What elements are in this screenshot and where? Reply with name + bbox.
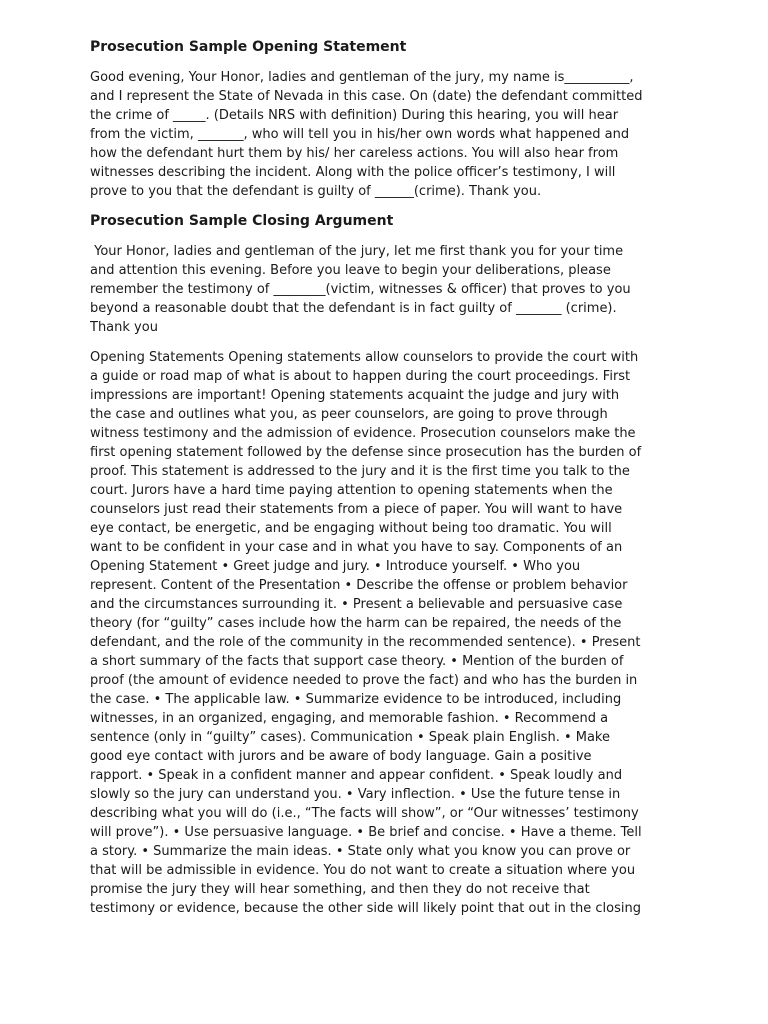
text-line: eye contact, be energetic, and be engaging without being too dramatic. You will xyxy=(90,521,612,536)
text-line: prove to you that the defendant is guilty of ______(crime). Thank you. xyxy=(90,184,542,199)
text-line: witness testimony and the admission of evidence. Prosecution counselors make the xyxy=(90,426,636,441)
text-line: a story. • Summarize the main ideas. • State only what you know you can prove or xyxy=(90,844,631,859)
text-line: Your Honor, ladies and gentleman of the jury, let me first thank you for your time xyxy=(90,244,624,259)
text-line: want to be confident in your case and in what you have to say. Components of an xyxy=(90,540,623,555)
text-line: remember the testimony of ________(victim, witnesses & officer) that proves to you xyxy=(90,282,631,297)
text-line: represent. Content of the Presentation • Describe the offense or problem behavior xyxy=(90,578,628,593)
text-line: and attention this evening. Before you leave to begin your deliberations, please xyxy=(90,263,611,278)
text-line: first opening statement followed by the defense since prosecution has the burden of xyxy=(90,445,642,460)
text-line: theory (for “guilty” cases include how the harm can be repaired, the needs of the xyxy=(90,616,622,631)
text-line: Opening Statement • Greet judge and jury. • Introduce yourself. • Who you xyxy=(90,559,581,574)
text-line: Thank you xyxy=(90,320,158,335)
text-line: slowly so the jury can understand you. • Vary inflection. • Use the future tense in xyxy=(90,787,621,802)
text-line: counselors just read their statements from a piece of paper. You will want to have xyxy=(90,502,623,517)
text-line: proof (the amount of evidence needed to prove the fact) and who has the burden in xyxy=(90,673,638,688)
text-line: rapport. • Speak in a confident manner and appear confident. • Speak loudly and xyxy=(90,768,623,783)
text-line: Good evening, Your Honor, ladies and gentleman of the jury, my name is__________, xyxy=(90,70,634,85)
text-line: describing what you will do (i.e., “The facts will show”, or “Our witnesses’ testimony xyxy=(90,806,639,821)
text-line: a short summary of the facts that support case theory. • Mention of the burden of xyxy=(90,654,624,669)
text-line: testimony or evidence, because the other side will likely point that out in the closing xyxy=(90,901,642,916)
text-line: promise the jury they will hear something, and then they do not receive that xyxy=(90,882,590,897)
document-page xyxy=(90,38,690,929)
text-line: witnesses, in an organized, engaging, and memorable fashion. • Recommend a xyxy=(90,711,609,726)
text-line: court. Jurors have a hard time paying attention to opening statements when the xyxy=(90,483,613,498)
text-line: that will be admissible in evidence. You do not want to create a situation where you xyxy=(90,863,636,878)
text-line: will prove”). • Use persuasive language. • Be brief and concise. • Have a theme. Tell xyxy=(90,825,642,840)
text-line: and I represent the State of Nevada in this case. On (date) the defendant committed xyxy=(90,89,643,104)
text-line: a guide or road map of what is about to happen during the court proceedings. First xyxy=(90,369,631,384)
text-line: impressions are important! Opening statements acquaint the judge and jury with xyxy=(90,388,620,403)
text-line: and the circumstances surrounding it. • Present a believable and persuasive case xyxy=(90,597,623,612)
text-line: defendant, and the role of the community in the recommended sentence). • Present xyxy=(90,635,641,650)
closing-argument-paragraph xyxy=(90,242,690,337)
text-line: good eye contact with jurors and be aware of body language. Gain a positive xyxy=(90,749,592,764)
text-line: the crime of _____. (Details NRS with definition) During this hearing, you will hear xyxy=(90,108,619,123)
opening-statements-body-paragraph xyxy=(90,348,690,918)
text-line: from the victim, _______, who will tell you in his/her own words what happened and xyxy=(90,127,630,142)
opening-statement-paragraph xyxy=(90,68,690,201)
text-line: Opening Statements Opening statements allow counselors to provide the court with xyxy=(90,350,639,365)
text-line: sentence (only in “guilty” cases). Communication • Speak plain English. • Make xyxy=(90,730,610,745)
text-line: the case. • The applicable law. • Summarize evidence to be introduced, including xyxy=(90,692,622,707)
text-line: proof. This statement is addressed to the jury and it is the first time you talk to the xyxy=(90,464,630,479)
text-line: witnesses describing the incident. Along with the police officer’s testimony, I will xyxy=(90,165,616,180)
closing-argument-heading: Prosecution Sample Closing Argument xyxy=(90,213,394,229)
text-line: beyond a reasonable doubt that the defendant is in fact guilty of _______ (crime). xyxy=(90,301,617,316)
text-line: how the defendant hurt them by his/ her careless actions. You will also hear from xyxy=(90,146,619,161)
opening-statement-heading: Prosecution Sample Opening Statement xyxy=(90,39,407,55)
text-line: the case and outlines what you, as peer counselors, are going to prove through xyxy=(90,407,608,422)
